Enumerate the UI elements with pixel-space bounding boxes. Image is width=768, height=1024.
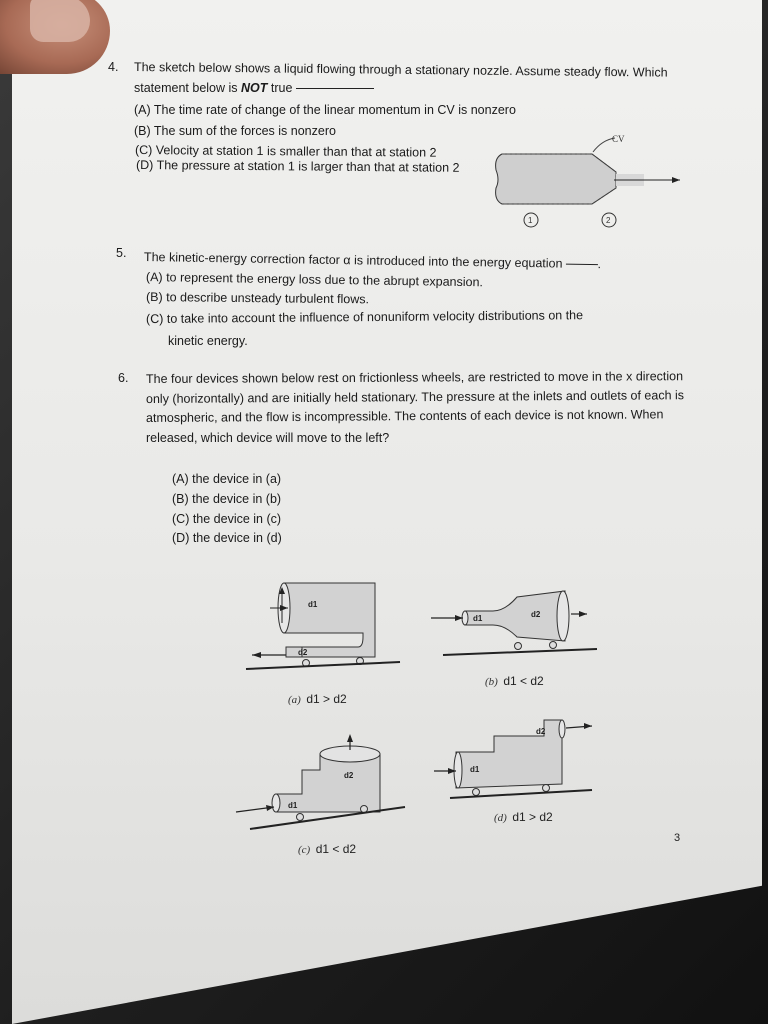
- q4-option-a: (A) The time rate of change of the linear momentum in CV is nonzero: [134, 103, 516, 117]
- q4-not-emphasis: NOT: [241, 81, 268, 95]
- device-d-figure: [430, 712, 600, 804]
- q5-option-b: (B) to describe unsteady turbulent flows.: [145, 290, 370, 307]
- thumb: [0, 0, 110, 74]
- device-d-caption: (d) d1 > d2: [494, 810, 553, 824]
- q4-station-1: 1: [528, 216, 533, 225]
- device-b-d2: d2: [531, 610, 541, 619]
- q5-option-a: (A) to represent the energy loss due to the abrupt expansion.: [145, 270, 484, 290]
- q6-number: 6.: [118, 371, 129, 385]
- q4-option-c: (C) Velocity at station 1 is smaller than that at station 2: [134, 143, 437, 160]
- device-a-figure: [240, 575, 410, 685]
- q4-stem-line2: statement below is NOT true: [134, 81, 374, 95]
- device-d-d1: d1: [470, 765, 480, 774]
- device-a-caption: (a) d1 > d2: [288, 692, 347, 706]
- q6-stem-line1: The four devices shown below rest on frictionless wheels, are restricted to move in the x direction: [145, 369, 684, 386]
- q6-option-c: (C) the device in (c): [172, 512, 282, 526]
- device-d-d2: d2: [536, 727, 546, 736]
- q4-cv-label: CV: [612, 134, 625, 144]
- device-b-caption: (b) d1 < d2: [485, 674, 544, 688]
- q5-option-c-cont: kinetic energy.: [168, 334, 248, 348]
- device-c-d1: d1: [288, 801, 298, 810]
- q5-stem: The kinetic-energy correction factor α is introduced into the energy equation .: [143, 250, 602, 272]
- q6-option-a: (A) the device in (a): [172, 472, 282, 486]
- device-c-figure: [230, 732, 410, 837]
- q6-stem-line4: released, which device will move to the left?: [146, 431, 390, 445]
- device-a-d1: d1: [308, 600, 318, 609]
- q6-stem-line3: atmospheric, and the flow is incompressible. The contents of each device is not known. When: [145, 407, 664, 425]
- q6-option-b: (B) the device in (b): [172, 492, 282, 506]
- device-c-d2: d2: [344, 771, 354, 780]
- q5-number: 5.: [116, 246, 127, 260]
- q4-stem-line1: The sketch below shows a liquid flowing through a stationary nozzle. Assume steady flow. Which: [133, 60, 668, 80]
- q4-option-d: (D) The pressure at station 1 is larger than that at station 2: [135, 158, 460, 175]
- q4-station-2: 2: [606, 216, 611, 225]
- q4-option-b: (B) The sum of the forces is nonzero: [134, 124, 336, 138]
- q6-stem-line2: only (horizontally) and are initially held stationary. The pressure at the inlets and outlets of each is: [145, 388, 685, 406]
- q5-answer-blank: [566, 264, 598, 266]
- device-a-d2: d2: [298, 648, 308, 657]
- q4-nozzle-figure: [490, 130, 690, 235]
- q6-option-d: (D) the device in (d): [172, 531, 282, 545]
- device-b-d1: d1: [473, 614, 483, 623]
- device-b-figure: [425, 585, 600, 665]
- q4-number: 4.: [108, 60, 119, 74]
- page-number: 3: [674, 832, 681, 844]
- q5-option-c: (C) to take into account the influence of nonuniform velocity distributions on the: [145, 308, 584, 326]
- device-c-caption: (c) d1 < d2: [298, 842, 357, 856]
- q4-answer-blank: [296, 88, 374, 89]
